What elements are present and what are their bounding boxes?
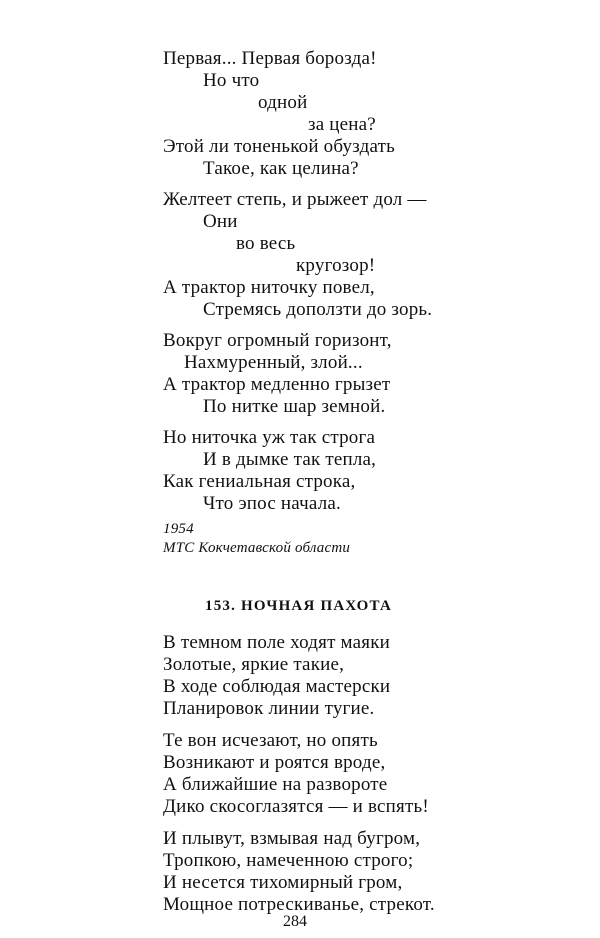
poem-line: В ходе соблюдая мастерски — [163, 676, 391, 697]
poem-line: И несется тихомирный гром, — [163, 872, 403, 893]
poem-line: А ближайшие на развороте — [163, 774, 388, 795]
poem-line: Такое, как целина? — [203, 158, 359, 179]
poem-line: Что эпос начала. — [203, 493, 341, 514]
poem-line: Желтеет степь, и рыжеет дол — — [163, 189, 427, 210]
poem-line: А трактор медленно грызет — [163, 374, 391, 395]
poem-title: 153. НОЧНАЯ ПАХОТА — [205, 598, 392, 614]
poem-line: И плывут, взмывая над бугром, — [163, 828, 421, 849]
poem-line: По нитке шар земной. — [203, 396, 386, 417]
poem-line: Вокруг огромный горизонт, — [163, 330, 392, 351]
poem-line: Они — [203, 211, 238, 232]
poem-line: Но ниточка уж так строга — [163, 427, 376, 448]
poem-line: Тропкою, намеченною строго; — [163, 850, 414, 871]
poem-line: Золотые, яркие такие, — [163, 654, 345, 675]
poem-line: Но что — [203, 70, 260, 91]
poem-line: А трактор ниточку повел, — [163, 277, 375, 298]
poem-line: одной — [258, 92, 308, 113]
poem-line: И в дымке так тепла, — [203, 449, 377, 470]
poem-line: Планировок линии тугие. — [163, 698, 375, 719]
poem-line: Первая... Первая борозда! — [163, 48, 377, 69]
poem-line: за цена? — [308, 114, 376, 135]
poem-line: В темном поле ходят маяки — [163, 632, 390, 653]
poem-line: Мощное потрескиванье, стрекот. — [163, 894, 435, 915]
poem-place: МТС Кокчетавской области — [163, 540, 351, 556]
poem-line: Нахмуренный, злой... — [184, 352, 363, 373]
poem-line: Те вон исчезают, но опять — [163, 730, 378, 751]
poem-line: Как гениальная строка, — [163, 471, 356, 492]
poem-line: Стремясь доползти до зорь. — [203, 299, 433, 320]
poem-line: кругозор! — [296, 255, 376, 276]
poem-line: Этой ли тоненькой обуздать — [163, 136, 395, 157]
poem-line: Дико скосоглазятся — и вспять! — [163, 796, 429, 817]
poem-line: во весь — [236, 233, 296, 254]
poem-line: Возникают и роятся вроде, — [163, 752, 386, 773]
page-number: 284 — [283, 913, 307, 930]
poem-year: 1954 — [163, 521, 194, 537]
